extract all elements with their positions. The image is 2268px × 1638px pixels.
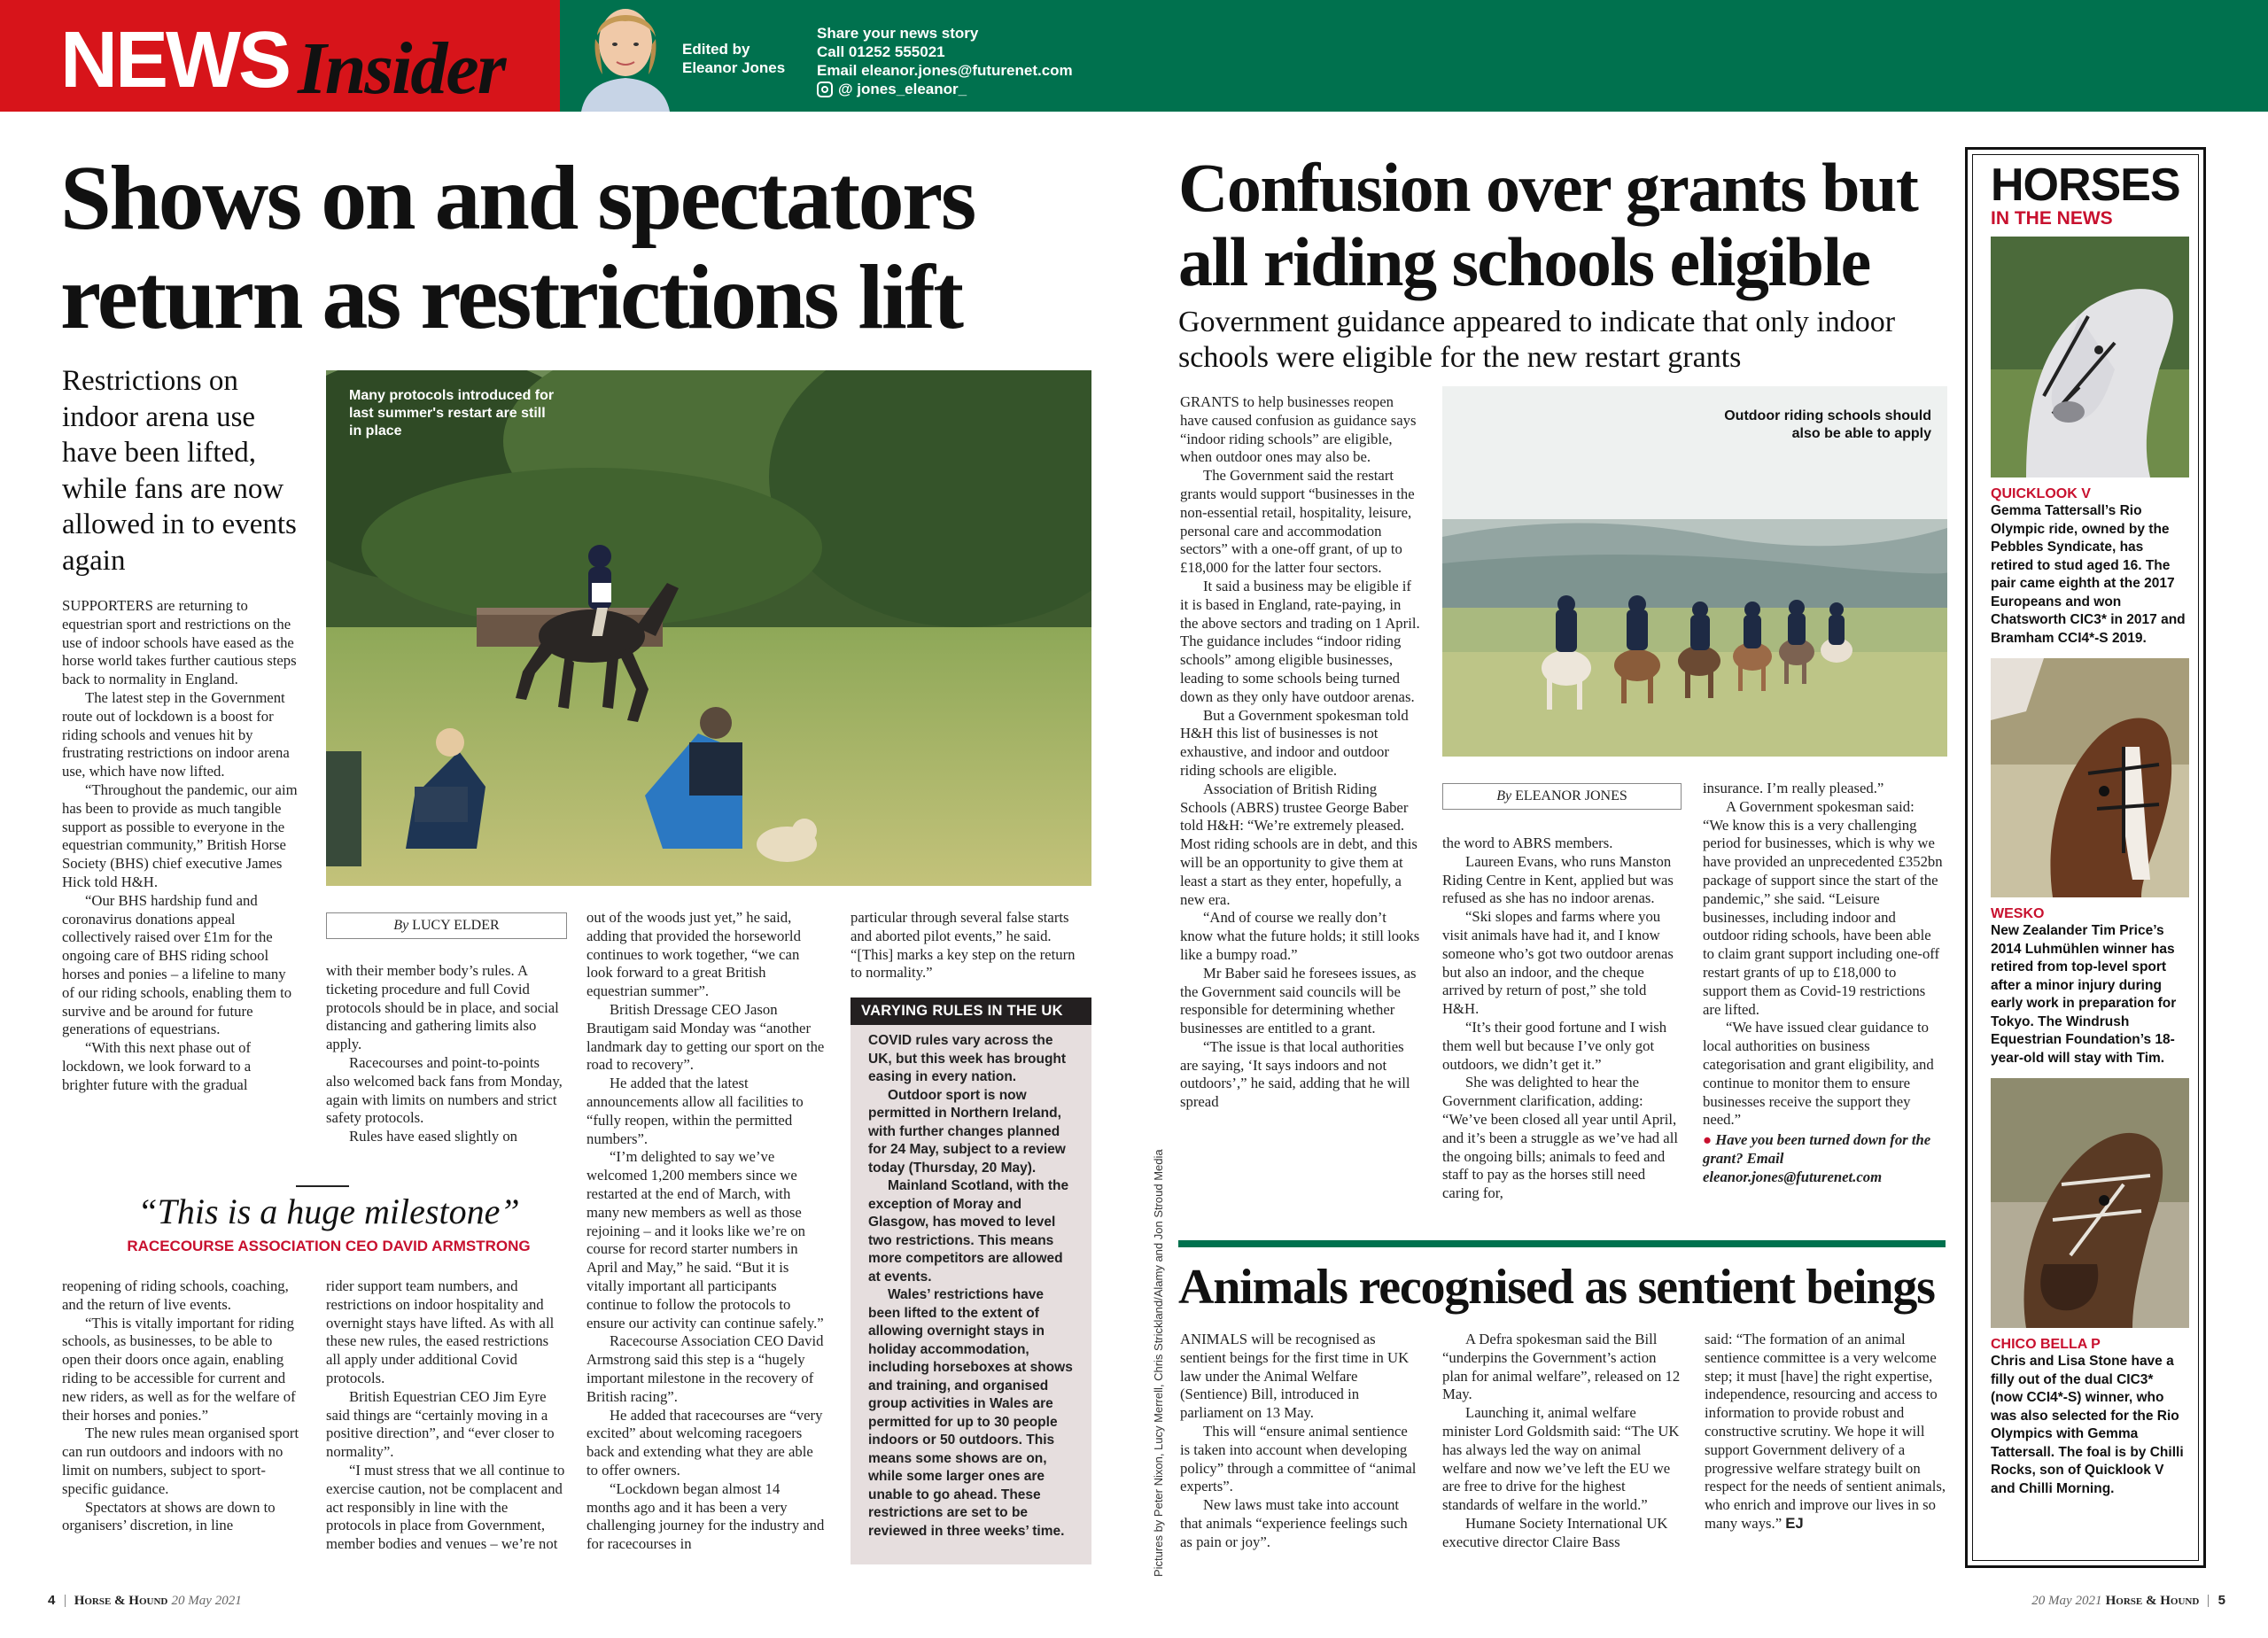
left-para: out of the woods just yet,” he said, adding that provided the horseworld continues to work together, “we can look forward to a great British equestrian summer”. — [586, 909, 801, 1000]
sidebar-text-chico: Chris and Lisa Stone have a filly out of the dual CIC3* (now CCI4*-S) winner, who was also selected for the Rio Olympics with Gemma Tattersall. The foal is by Chilli Rocks, son of Quicklook V and Chilli Morning. — [1991, 1354, 2184, 1496]
varying-rules-box — [850, 998, 1091, 1564]
left-para: SUPPORTERS are returning to equestrian sport and restrictions on the use of indoor schools have eased as the horse world takes further cautious steps back to normality in England. — [62, 597, 297, 688]
left-col3 — [586, 909, 826, 1554]
left-para: rider support team numbers, and restrictions on indoor hospitality and overnight stays have lifted. As with all these new rules, the eased restrictions all apply under additional Covid protocols. — [326, 1277, 555, 1386]
news-logo: NEWS — [60, 16, 289, 105]
eventing-photo-caption: Many protocols introduced for last summer's restart are still in place — [349, 388, 555, 439]
right-para: Association of British Riding Schools (ABRS) trustee George Baber told H&H: “We’re extremely pleased. Most riding schools are in debt, and this will be an opportunity to give them at least a start as they enter, hopefully, a new era. — [1180, 780, 1418, 908]
left-para: British Equestrian CEO Jim Eyre said things are “certainly moving in a positive direction”, and “ever closer to normality”. — [326, 1387, 555, 1461]
sidebar-title: HORSES — [1991, 159, 2180, 211]
right-para: “It’s their good fortune and I wish them well but because I’ve only got outdoors, we didn’t get it.” — [1442, 1018, 1667, 1073]
left-para: “I’m delighted to say we’ve welcomed 1,200 members since we restarted at the end of March, with many new members as well as those rejoining – and it looks like we’re on course for record starter numbers in April and May,” he said. “But it is vitally important all participants continue to follow the protocols to ensure our activity can continue safely.” — [586, 1148, 824, 1331]
chico-bella-photo — [1991, 1078, 2189, 1328]
byline-by: By — [393, 918, 409, 933]
right-headline: Confusion over grants but all riding schools eligible — [1178, 149, 1918, 300]
sidebar-text-wesko: New Zealander Tim Price’s 2014 Luhmühlen winner has retired from top-level sport after a minor injury during early work in preparation for Tokyo. The Windrush Equestrian Foundation’s 18-year-old will stay with Tim. — [1991, 923, 2177, 1066]
sidebar-subtitle: IN THE NEWS — [1991, 208, 2113, 229]
animals-signoff: EJ — [1785, 1514, 1804, 1532]
left-byline — [326, 912, 567, 939]
quicklook-photo — [1991, 237, 2189, 477]
animals-para: ANIMALS will be recognised as sentient beings for the first time in UK law under the Animal Welfare (Sentience) Bill, introduced in parliament on 13 May. — [1180, 1331, 1410, 1422]
left-para: “Lockdown began almost 14 months ago and it has been a very challenging journey for the industry and for racecourses in — [586, 1479, 825, 1553]
left-standfirst: Restrictions on indoor arena use have been lifted, while fans are now allowed in to events again — [62, 365, 297, 577]
editor-portrait — [563, 0, 687, 112]
editor-name: Eleanor Jones — [682, 59, 786, 76]
right-para: Mr Baber said he foresees issues, as the Government said councils will be responsible for determining whether businesses are entitled to a grant. — [1180, 964, 1417, 1037]
right-para: “The issue is that local authorities are saying, ‘It says indoors and not outdoors’,” he said, adding that he will spread — [1180, 1037, 1410, 1111]
red-bullet-icon: ● — [1703, 1131, 1713, 1149]
rules-para: Outdoor sport is now permitted in Northern Ireland, with further changes planned for 24 May, subject to a review today (Thursday, 20 May). — [868, 1087, 1066, 1176]
right-col2 — [1442, 835, 1683, 1203]
right-para: The Government said the restart grants would support “businesses in the non-essential retail, hospitality, leisure, personal care and accommodation sectors” with a one-off grant, of up to £18,000 for the latter four sectors. — [1180, 467, 1415, 577]
left-col2b — [326, 1277, 565, 1554]
sidebar-text-quicklook: Gemma Tattersall’s Rio Olympic ride, owned by the Pebbles Syndicate, has retired to stud aged 16. The pair came eighth at the 2017 Europeans and won Chatsworth CIC3* in 2017 and Bramham CCI4*-S 2019. — [1991, 503, 2186, 646]
mag-name-right: Horse & Hound — [2105, 1594, 2200, 1608]
horses-in-news-sidebar — [1965, 147, 2206, 1568]
right-para: insurance. I’m really pleased.” — [1703, 780, 1884, 796]
insider-logo: Insider — [298, 27, 505, 110]
right-para: the word to ABRS members. — [1442, 835, 1613, 851]
left-para: “Our BHS hardship fund and coronavirus donations appeal collectively raised over £1m for the ongoing care of BHS riding school horses and ponies – a lifeline to many of our riding schools, enabling them to survive and be around for future generations of equestrians. — [62, 891, 292, 1038]
quote-rule — [296, 1185, 349, 1187]
left-para: Rules have eased slightly on — [349, 1128, 518, 1145]
page-number-left: 4 — [48, 1593, 56, 1608]
left-para: Spectators at shows are down to organisers’ discretion, in line — [62, 1498, 276, 1534]
sidebar-label-chico: CHICO BELLA P — [1991, 1337, 2101, 1352]
page-number-right: 5 — [2218, 1593, 2225, 1608]
byline-by: By — [1496, 788, 1512, 803]
left-col4 — [850, 909, 1090, 982]
left-col2 — [326, 962, 565, 1146]
date-left: 20 May 2021 — [171, 1594, 242, 1608]
sidebar-label-wesko: WESKO — [1991, 906, 2045, 921]
animals-col3 — [1705, 1331, 1946, 1533]
left-col1b — [62, 1277, 301, 1535]
left-para: The new rules mean organised sport can run outdoors and indoors with no limit on numbers, subject to sport-specific guidance. — [62, 1425, 299, 1497]
mag-name-left: Horse & Hound — [74, 1594, 168, 1608]
right-para: “Ski slopes and farms where you visit animals have had it, and I know someone who’s got two outdoor arenas but also an indoor, and the cheque arrived by return of post,” she told H&H. — [1442, 908, 1674, 1018]
varying-rules-body — [850, 1025, 1091, 1541]
animals-para: Humane Society International UK executive director Claire Bass — [1442, 1514, 1668, 1550]
animals-headline: Animals recognised as sentient beings — [1178, 1260, 1935, 1315]
right-para: A Government spokesman said: “We know this is a very challenging period for businesses, which is why we have provided an unprecedented £352bn package of support since the start of the pandemic,” she said. “Leisure businesses, including indoor and outdoor riding schools, have been able to claim grant support including one-off restart grants of up to £18,000 to support them as Covid-19 restrictions are lifted. — [1703, 797, 1943, 1018]
animals-col2 — [1442, 1331, 1683, 1552]
right-para: Laureen Evans, who runs Manston Riding Centre in Kent, applied but was refused as she has no indoor arenas. — [1442, 852, 1674, 907]
right-para: She was delighted to hear the Government clarification, adding: “We’ve been closed all year until April, and it’s been a struggle as we’ve had all the ongoing bills; animals to feed and staff to pay as the horses still need caring for, — [1442, 1074, 1678, 1202]
left-para: British Dressage CEO Jason Brautigam said Monday was “another landmark day to getting our sport on the road to recovery”. — [586, 1000, 825, 1074]
left-para: particular through several false starts and aborted pilot events,” he said. “[This] marks a key step on the return to normality.” — [850, 909, 1076, 982]
rules-para: Mainland Scotland, with the exception of Moray and Glasgow, has moved to level two restrictions. This means more competitors are allowed at events. — [868, 1178, 1069, 1285]
left-para: “Throughout the pandemic, our aim has been to provide as much tangible support as possible to everyone in the equestrian community,” British Horse Society (BHS) chief executive James Hick told H&H. — [62, 780, 298, 890]
pull-quote: “This is a huge milestone” — [137, 1192, 520, 1231]
left-folio — [48, 1593, 242, 1609]
right-col1 — [1180, 393, 1421, 1112]
left-para: “With this next phase out of lockdown, we look forward to a brighter future with the gradual — [62, 1039, 252, 1093]
grant-cta-text: Have you been turned down for the grant? Email eleanor.jones@futurenet.com — [1703, 1131, 1931, 1185]
right-para: But a Government spokesman told H&H this list of businesses is not exhaustive, and indoor and outdoor riding schools are eligible. — [1180, 706, 1409, 779]
animals-para: Launching it, animal welfare minister Lord Goldsmith said: “The UK has always led the way on animal welfare and now we’ve left the EU we are free to drive for the highest standards of welfare in the world.” — [1442, 1404, 1680, 1514]
eventing-photo — [326, 370, 1091, 886]
animals-para: New laws must take into account that animals “experience feelings such as pain or joy”. — [1180, 1496, 1408, 1550]
left-para: with their member body’s rules. A ticketing procedure and full Covid protocols should be in place, and social distancing and gathering limits also apply. — [326, 962, 559, 1053]
instagram-handle[interactable]: @ jones_eleanor_ — [838, 81, 967, 97]
animals-para — [1705, 1331, 1946, 1533]
right-para: “And of course we really don’t know what the future holds; it still looks like a bumpy road.” — [1180, 909, 1420, 963]
sidebar-label-quicklook: QUICKLOOK V — [1991, 486, 2091, 501]
left-para: Racecourses and point-to-points also welcomed back fans from Monday, again with limits on numbers and strict safety protocols. — [326, 1053, 563, 1127]
right-para: It said a business may be eligible if it is based in England, rate-paying, in the above sectors and trading on 1 April. The guidance includes “indoor riding schools” among eligible businesses, leading to some schools being turned down as they only have outdoor arenas. — [1180, 577, 1420, 705]
byline-name: LUCY ELDER — [412, 918, 500, 933]
riding-school-caption: Outdoor riding schools should also be able to apply — [1724, 408, 1931, 441]
left-para: He added that racecourses are “very excited” about welcoming racegoers back and extending what they are able to offer owners. — [586, 1406, 823, 1479]
left-para: The latest step in the Government route out of lockdown is a boost for riding schools and venues hit by frustrating restrictions on indoor arena use, which have now lifted. — [62, 688, 290, 780]
animals-col1 — [1180, 1331, 1421, 1552]
rules-para: COVID rules vary across the UK, but this week has brought easing in every nation. — [868, 1033, 1067, 1084]
left-col1 — [62, 597, 301, 1095]
right-para: “We have issued clear guidance to local authorities on business categorisation and grant eligibility, and continue to monitor them to ensure businesses receive the support they need.” — [1703, 1019, 1934, 1129]
rules-para: Wales’ restrictions have been lifted to the extent of allowing overnight stays in holiday accommodation, including horseboxes at shows and training, and organised group activities in Wales are permitted for up to 30 people indoors or 50 outdoors. This means some shows are on, while some larger ones are unable to go ahead. These restrictions are set to be reviewed in three weeks’ time. — [868, 1287, 1073, 1539]
right-para: GRANTS to help businesses reopen have caused confusion as guidance says “indoor riding schools” are eligible, when outdoor ones may also be. — [1180, 393, 1417, 466]
phone-number[interactable]: Call 01252 555021 — [817, 43, 945, 60]
edited-by-label: Edited by — [682, 41, 750, 58]
varying-rules-title: VARYING RULES IN THE UK — [850, 998, 1091, 1025]
byline-name: ELEANOR JONES — [1515, 788, 1627, 803]
animals-para: A Defra spokesman said the Bill “underpins the Government’s action plan for animal welfare”, released on 12 May. — [1442, 1331, 1681, 1403]
left-para: Racecourse Association CEO David Armstrong said this step is a “hugely important milestone in the recovery of British racing”. — [586, 1332, 824, 1405]
left-para: He added that the latest announcements allow all facilities to “fully reopen, within the permitted numbers”. — [586, 1075, 804, 1147]
right-byline — [1442, 783, 1682, 810]
right-folio — [2031, 1593, 2225, 1609]
pull-quote-attribution: RACECOURSE ASSOCIATION CEO DAVID ARMSTRONG — [127, 1238, 531, 1254]
date-right: 20 May 2021 — [2031, 1594, 2102, 1608]
green-divider — [1178, 1240, 1946, 1247]
wesko-photo — [1991, 658, 2189, 897]
animals-col3-text: said: “The formation of an animal sentience committee is a very welcome step; it must [have] the right expertise, independence, resourcing and access to information to provide robust and constructive scrutiny. We hope it will support Government delivery of a progressive welfare strategy built on respect for the needs of sentient animals, who enrich and improve our lives in so many ways.” — [1705, 1331, 1946, 1532]
photo-credits: Pictures by Peter Nixon, Lucy Merrell, Chris Strickland/Alamy and Jon Stroud Media — [1152, 1149, 1165, 1577]
share-story-text: Share your news story — [817, 25, 979, 42]
animals-para: This will “ensure animal sentience is taken into account when developing policy” through a committee of “animal experts”. — [1180, 1422, 1417, 1495]
left-para: “This is vitally important for riding schools, as businesses, to be able to open their doors once again, enabling riding to be accessible for current and new riders, as well as for the welfare of their horses and ponies.” — [62, 1314, 296, 1424]
left-para: “I must stress that we all continue to exercise caution, not be complacent and act responsibly in line with the protocols in place from Government, member bodies and venues – we’re not — [326, 1461, 565, 1553]
instagram-icon — [817, 82, 833, 97]
grant-cta[interactable] — [1703, 1131, 1944, 1186]
email-address[interactable]: Email eleanor.jones@futurenet.com — [817, 62, 1073, 79]
right-col3 — [1703, 780, 1944, 1187]
right-standfirst: Government guidance appeared to indicate that only indoor schools were eligible for the new restart grants — [1178, 306, 1896, 374]
left-headline: Shows on and spectators return as restrictions lift — [60, 147, 975, 348]
left-para: reopening of riding schools, coaching, and the return of live events. — [62, 1277, 289, 1313]
